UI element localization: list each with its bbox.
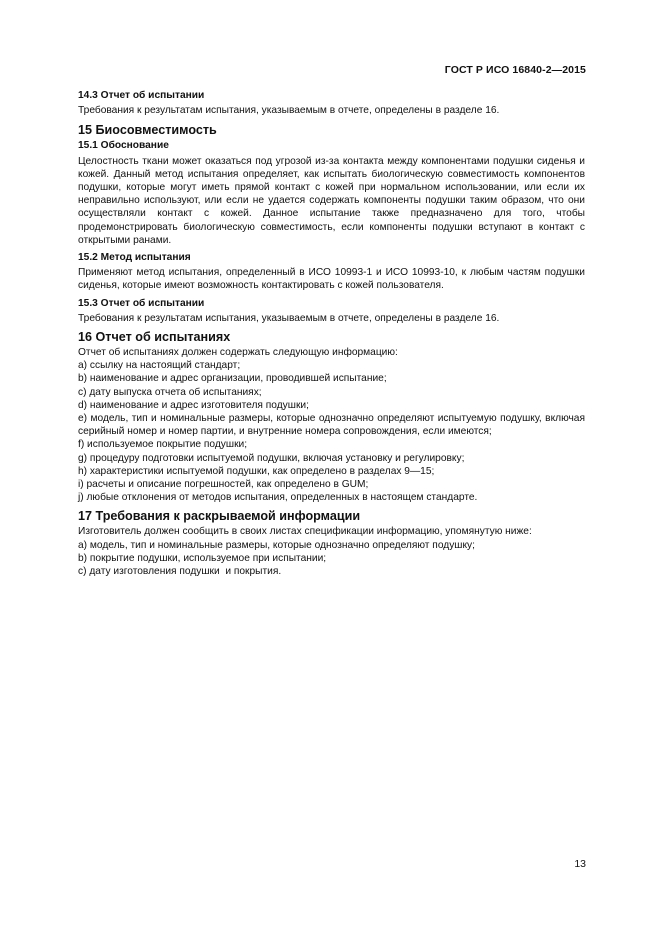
page-number: 13 bbox=[574, 858, 586, 870]
section-16-item: a) ссылку на настоящий стандарт; bbox=[78, 360, 241, 372]
section-16-item: g) процедуру подготовки испытуемой подушки, включая установку и регулировку; bbox=[78, 452, 465, 464]
section-15-3-text: Требования к результатам испытания, указываемым в отчете, определены в разделе 16. bbox=[78, 312, 500, 324]
section-16-item: c) дату выпуска отчета об испытаниях; bbox=[78, 386, 262, 398]
section-15-3-title: 15.3 Отчет об испытании bbox=[78, 297, 205, 309]
section-15-1-text: Целостность ткани может оказаться под угрозой из-за контакта между компонентами подушки сиденья и кожей. Данный метод испытания определяет, как испытать биологическую совместимость компонентов подушки, которые могут иметь прямой контакт с кожей при нормальном использовании, или если их неправильно используют, или если не удается содержать компоненты подушки таким образом, что они осуществляли контакт с кожей. Данное испытание также предназначено для того, чтобы продемонстрировать биологическую совместимость, если компоненты подушки вступают в контакт с открытыми ранами. bbox=[78, 155, 585, 246]
section-16-title: 16 Отчет об испытаниях bbox=[78, 330, 231, 345]
section-16-item: e) модель, тип и номинальные размеры, которые однозначно определяют испытуемую подушку, включая серийный номер и номер партии, и внутренние номера сопровождения, если имеются; bbox=[78, 413, 585, 438]
section-17-intro: Изготовитель должен сообщить в своих листах спецификации информацию, упомянутую ниже: bbox=[78, 526, 532, 538]
section-16-item: d) наименование и адрес изготовителя подушки; bbox=[78, 399, 309, 411]
section-14-3-title: 14.3 Отчет об испытании bbox=[78, 90, 205, 101]
document-body bbox=[78, 89, 585, 578]
section-16-item: j) любые отклонения от методов испытания, определенных в настоящем стандарте. bbox=[78, 492, 478, 504]
section-17-item: b) покрытие подушки, используемое при испытании; bbox=[78, 552, 327, 564]
section-17-item: a) модель, тип и номинальные размеры, которые однозначно определяют подушку; bbox=[78, 539, 475, 551]
section-15-1-title: 15.1 Обоснование bbox=[78, 140, 169, 152]
section-17-item: c) дату изготовления подушки и покрытия. bbox=[78, 566, 282, 578]
section-15-title: 15 Биосовместимость bbox=[78, 123, 217, 138]
section-16-item: b) наименование и адрес организации, проводившей испытание; bbox=[78, 373, 387, 385]
document-header: ГОСТ Р ИСО 16840-2—2015 bbox=[444, 64, 586, 76]
section-15-2-title: 15.2 Метод испытания bbox=[78, 252, 191, 264]
section-16-item: f) используемое покрытие подушки; bbox=[78, 439, 248, 451]
section-16-intro: Отчет об испытаниях должен содержать следующую информацию: bbox=[78, 347, 398, 359]
section-16-item: h) характеристики испытуемой подушки, как определено в разделах 9—15; bbox=[78, 465, 435, 477]
section-16-item: i) расчеты и описание погрешностей, как определено в GUM; bbox=[78, 479, 369, 491]
section-17-title: 17 Требования к раскрываемой информации bbox=[78, 509, 361, 524]
section-15-2-text: Применяют метод испытания, определенный в ИСО 10993-1 и ИСО 10993-10, к любым частям подушки сиденья, которые имеют возможность контактировать с кожей пользователя. bbox=[78, 267, 585, 292]
section-14-3-text: Требования к результатам испытания, указываемым в отчете, определены в разделе 16. bbox=[78, 105, 500, 117]
